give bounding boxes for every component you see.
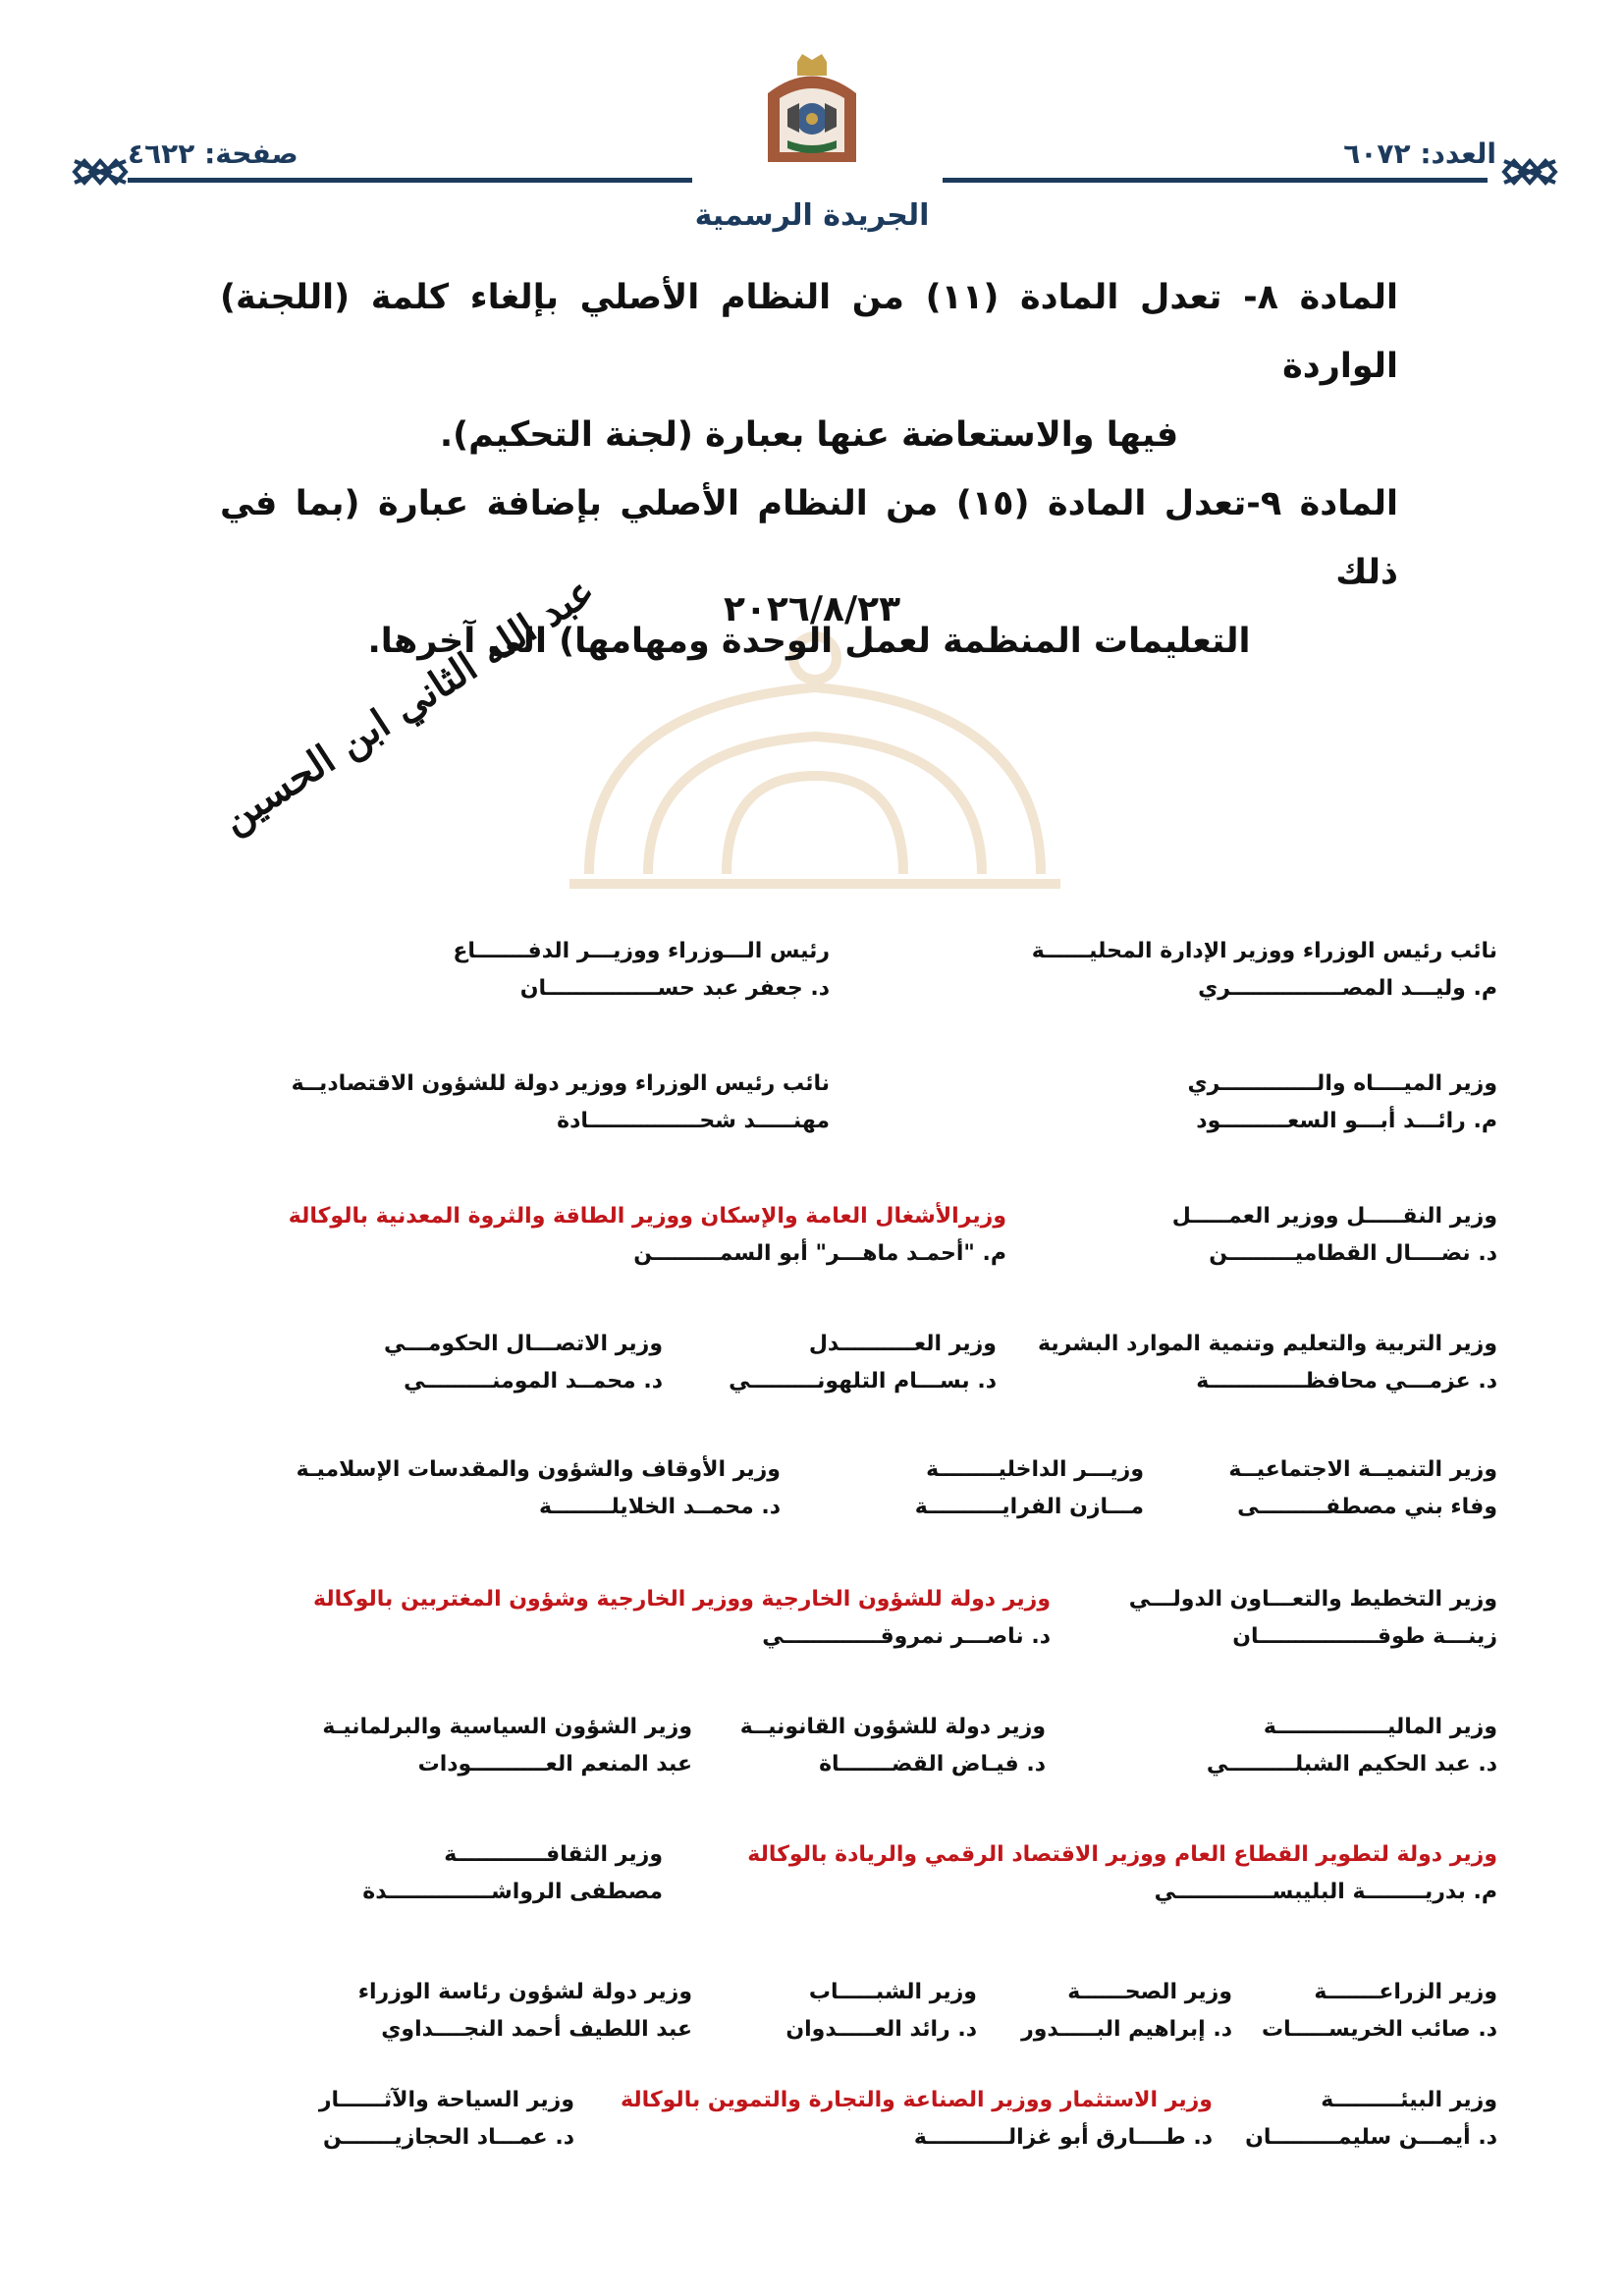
minister-title: وزير دولة للشؤون القانونيــة: [739, 1715, 1046, 1739]
minister-row: [221, 1836, 1497, 1919]
minister-name: زينـــة طوقــــــــــــــــان: [1232, 1624, 1497, 1649]
minister-name: د. عزمـــي محافظـــــــــــــة: [1196, 1369, 1497, 1394]
minister-title: وزير التنميــة الاجتماعيــة: [1228, 1457, 1497, 1482]
minister-name: مهنـــــد شحـــــــــــــــادة: [557, 1109, 830, 1133]
minister-name: د. فيـاض القضـــــــاة: [819, 1752, 1046, 1777]
minister-block: [358, 1974, 692, 2049]
decree-date: ٢٠٢٦/٨/٢٣: [723, 589, 901, 629]
minister-block: [384, 1326, 663, 1400]
minister-name: وفاء بني مصطفـــــــــى: [1237, 1495, 1497, 1519]
minister-title: وزير الثقافــــــــــــة: [444, 1842, 663, 1867]
minister-name: د. ناصـــر نمروقـــــــــــــي: [762, 1624, 1051, 1649]
gazette-title: الجريدة الرسمية: [694, 198, 930, 233]
minister-block: [297, 1451, 781, 1526]
minister-block: [1032, 933, 1497, 1008]
minister-block: [1038, 1326, 1497, 1400]
article-line: فيها والاستعاضة عنها بعبارة (لجنة التحكيم).: [439, 415, 1179, 455]
minister-name: عبد المنعم العــــــــــودات: [417, 1752, 692, 1777]
minister-name: د. رائد العـــــدوان: [785, 2017, 977, 2042]
minister-block: [292, 1066, 830, 1140]
article-8: [220, 263, 1398, 469]
article-line: المادة ٨- تعدل المادة (١١) من النظام الأصلي بإلغاء كلمة (اللجنة) الواردة: [220, 278, 1398, 386]
minister-title: وزير دولة لشؤون رئاسة الوزراء: [357, 1980, 692, 2004]
minister-name: م. "أحمـد ماهـــر" أبو السمـــــــــن: [633, 1241, 1006, 1266]
minister-title: وزير الزراعـــــــة: [1314, 1980, 1497, 2004]
jordan-coat-of-arms-icon: [758, 54, 866, 167]
minister-block: [621, 2082, 1213, 2157]
minister-block: [1207, 1709, 1497, 1783]
minister-title: وزير الشبـــــاب: [808, 1980, 977, 2004]
minister-name: د. صائب الخريســـــات: [1262, 2017, 1497, 2042]
minister-block: [1187, 1066, 1497, 1140]
issue-number: العدد: ٦٠٧٢: [1343, 137, 1496, 170]
minister-name: د. عمـــاد الحجازيـــــــن: [323, 2125, 574, 2150]
minister-name: مـــازن الفرايــــــــــة: [914, 1495, 1144, 1519]
minister-name: د. طــــارق أبو غزالـــــــــــة: [913, 2125, 1213, 2150]
article-9: [220, 469, 1398, 676]
minister-row: [221, 1198, 1497, 1281]
minister-name: د. بســـام التلهونـــــــــي: [729, 1369, 997, 1394]
minister-title: نائب رئيس الوزراء ووزير دولة للشؤون الاقتصاديــة: [291, 1071, 830, 1096]
signature-text: عبد الله الثاني ابن الحسين: [213, 567, 604, 844]
minister-title: وزير الميــــاه والـــــــــــــري: [1187, 1071, 1497, 1096]
minister-name: د. إبراهيم البـــــدور: [1021, 2017, 1232, 2042]
minister-name: د. محمــد الخلايلــــــــة: [538, 1495, 781, 1519]
minister-title: وزير الاتصـــال الحكومـــي: [383, 1332, 663, 1356]
minister-block: [915, 1451, 1144, 1526]
minister-block: [1021, 1974, 1232, 2049]
minister-block: [313, 1581, 1051, 1656]
minister-name: م. وليـــد المصـــــــــــــــري: [1198, 976, 1497, 1001]
header-rule-left: [128, 178, 692, 183]
minister-block: [740, 1709, 1046, 1783]
minister-name: مصطفى الرواشــــــــــــــدة: [362, 1880, 663, 1904]
minister-title: وزيـــر الداخليــــــــة: [926, 1457, 1144, 1482]
minister-title: وزير الماليـــــــــــــــة: [1263, 1715, 1497, 1739]
minister-title: نائب رئيس الوزراء ووزير الإدارة المحليــــــة: [1031, 939, 1497, 963]
minister-row: [221, 1326, 1497, 1408]
minister-block: [1245, 2082, 1497, 2157]
minister-row: [221, 1066, 1497, 1148]
minister-name: عبد اللطيف أحمد النجــــداوي: [381, 2017, 692, 2042]
minister-block: [785, 1974, 977, 2049]
minister-name: د. جعفر عبد حســـــــــــــــان: [519, 976, 830, 1001]
minister-row: [221, 1581, 1497, 1664]
minister-row: [221, 1709, 1497, 1791]
minister-name: د. عبد الحكيم الشبلـــــــــي: [1206, 1752, 1497, 1777]
minister-title: وزير دولة لتطوير القطاع العام ووزير الاقتصاد الرقمي والريادة بالوكالة: [747, 1842, 1497, 1867]
page-number: صفحة: ٤٦٢٢: [128, 137, 298, 170]
minister-block: [1129, 1581, 1497, 1656]
minister-block: [1262, 1974, 1497, 2049]
minister-block: [453, 933, 830, 1008]
minister-row: [221, 1974, 1497, 2056]
minister-title: وزير التربية والتعليم وتنمية الموارد البشرية: [1037, 1332, 1497, 1356]
minister-title: وزير النقـــــل ووزير العمـــــل: [1171, 1204, 1497, 1229]
article-line: التعليمات المنظمة لعمل الوحدة ومهامها) الى آخرها.: [367, 622, 1251, 661]
minister-block: [729, 1326, 997, 1400]
minister-block: [362, 1836, 663, 1911]
minister-block: [747, 1836, 1497, 1911]
minister-block: [319, 2082, 574, 2157]
article-line: المادة ٩-تعدل المادة (١٥) من النظام الأصلي بإضافة عبارة (بما في ذلك: [220, 484, 1399, 592]
minister-title: وزير دولة للشؤون الخارجية ووزير الخارجية وشؤون المغتربين بالوكالة: [313, 1587, 1051, 1612]
minister-title: وزير الاستثمار ووزير الصناعة والتجارة والتموين بالوكالة: [620, 2088, 1213, 2112]
minister-row: [221, 1451, 1497, 1534]
header-rule-right: [943, 178, 1488, 183]
ornament-knot-right: [1494, 157, 1559, 187]
minister-title: وزير الأوقاف والشؤون والمقدسات الإسلاميـة: [296, 1457, 781, 1482]
minister-title: وزير الشؤون السياسية والبرلمانيـة: [322, 1715, 692, 1739]
minister-block: [1172, 1198, 1497, 1273]
minister-title: وزير السياحة والآثــــــار: [318, 2088, 574, 2112]
minister-title: رئيس الـــوزراء ووزيـــر الدفـــــــاع: [453, 939, 830, 963]
minister-name: د. نضــــال القطاميـــــــــن: [1209, 1241, 1497, 1266]
minister-name: د. أيمـــن سليمـــــــــان: [1245, 2125, 1497, 2150]
minister-name: م. رائـــد أبـــو السعـــــــــود: [1196, 1109, 1497, 1133]
ornament-knot-left: [71, 157, 135, 187]
minister-title: وزيرالأشغال العامة والإسكان ووزير الطاقة والثروة المعدنية بالوكالة: [288, 1204, 1006, 1229]
minister-title: وزير التخطيط والتعـــاون الدولـــي: [1128, 1587, 1497, 1612]
minister-name: د. محمــد المومنـــــــــي: [404, 1369, 663, 1394]
minister-title: وزير الصحــــــة: [1067, 1980, 1232, 2004]
minister-block: [322, 1709, 692, 1783]
minister-block: [1228, 1451, 1497, 1526]
minister-row: [221, 933, 1497, 1015]
minister-block: [289, 1198, 1006, 1273]
minister-title: وزير البيئـــــــــة: [1321, 2088, 1497, 2112]
minister-title: وزير العــــــــــدل: [808, 1332, 997, 1356]
minister-row: [221, 2082, 1497, 2164]
minister-name: م. بدريــــــــة البليبســـــــــــــي: [1154, 1880, 1497, 1904]
royal-signature: [213, 567, 619, 938]
